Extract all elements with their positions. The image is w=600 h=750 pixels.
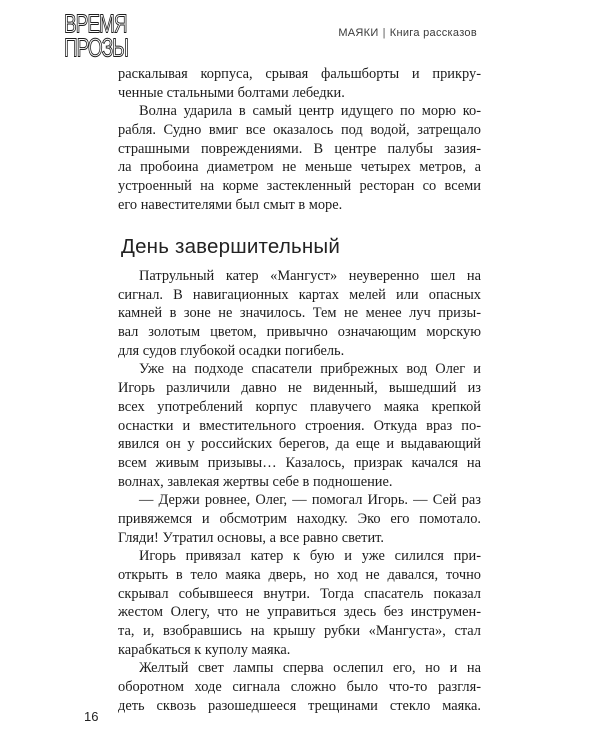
paragraph [118, 659, 481, 715]
text-line: — Держи ровнее, Олег, — помогал Игорь. — Сей раз [139, 492, 481, 509]
book-series: МАЯКИ [338, 27, 379, 39]
text-line: Игорь привязал катер к бую и уже силился при- [139, 548, 481, 565]
text-line: страшными повреждениями. В центре палубы зазия- [118, 140, 481, 157]
text-line: волнах, завлекая жертвы себе в подношение. [118, 473, 393, 490]
text-line: Гляди! Утратил основы, а все равно светит. [118, 529, 384, 546]
text-line: вал золотым цветом, привычно означающим морскую [118, 324, 481, 341]
paragraph [118, 491, 481, 547]
text-line: ченные стальными болтами лебедки. [118, 84, 345, 101]
text-line: всех употреблений корпус плавучего маяка крепкой [118, 398, 481, 415]
text-line: та, и, взобравшись на крышу рубки «Мангуста», стал [118, 623, 481, 640]
text-line: устроенный на корме застекленный ресторан со всеми [118, 178, 481, 195]
text-line: явился он у российских берегов, да еще и выдавающий [118, 436, 481, 453]
text-line: Уже на подходе спасатели прибрежных вод Олег и [139, 361, 481, 378]
text-line: камней в зоне не значилось. Тем не менее луч призы- [118, 305, 481, 322]
text-line: скрывал собывшееся внутри. Тогда спасатель показал [118, 585, 481, 602]
text-line: для судов глубокой осадки погибель. [118, 342, 345, 359]
text-line: деть сквозь разошедшееся трещинами стекло маяка. [118, 697, 481, 714]
text-line: оснастки и вместительного строения. Откуда враз по- [118, 417, 481, 434]
running-header [338, 26, 477, 40]
text-line: сигнал. В навигационных картах мелей или опасных [118, 286, 481, 303]
text-line: Желтый свет лампы сперва ослепил его, но и на [139, 660, 481, 677]
page-number: 16 [84, 709, 99, 724]
text-line: Волна ударила в самый центр идущего по морю ко- [139, 103, 481, 120]
paragraph [118, 65, 481, 102]
text-line: ла пробоина диаметром не меньше четырех метров, а [118, 159, 481, 176]
paragraph [118, 267, 481, 360]
text-line: раскалывая корпуса, срывая фальшборты и прикру- [118, 66, 481, 82]
header-separator: | [382, 27, 386, 39]
paragraph [118, 547, 481, 659]
text-line: Игорь различили давно не виденный, вышедший из [118, 380, 481, 397]
text-line: Патрульный катер «Мангуст» неуверенно шел на [139, 268, 481, 284]
text-line: открыть в тело маяка дверь, но ход не давался, точно [118, 567, 481, 583]
publisher-logo [64, 10, 134, 63]
book-subtitle: Книга рассказов [389, 27, 477, 39]
logo-bottom-word: ПРОЗЫ [64, 34, 128, 63]
text-line: жестом Олегу, что не управиться здесь без инструмен- [118, 604, 481, 621]
text-line: привяжемся и обсмотрим находку. Эко его помотало. [118, 510, 481, 527]
text-line: всем живым призывы… Казалось, призрак качался на [118, 454, 481, 471]
paragraph [118, 102, 481, 214]
text-line: рабля. Судно вмиг все оказалось под водой, затрещало [118, 122, 481, 139]
text-line: карабкаться к куполу маяка. [118, 641, 291, 658]
paragraph [118, 360, 481, 491]
text-line: его навестителями был смыт в море. [118, 196, 343, 213]
chapter-heading: День завершительный [121, 235, 340, 258]
text-block-top [118, 65, 481, 215]
logo-top-word: ВРЕМЯ [64, 10, 127, 39]
text-line: оборотном ходе сигнала сложно было что-то разгля- [118, 679, 481, 696]
text-block-bottom [118, 267, 481, 716]
